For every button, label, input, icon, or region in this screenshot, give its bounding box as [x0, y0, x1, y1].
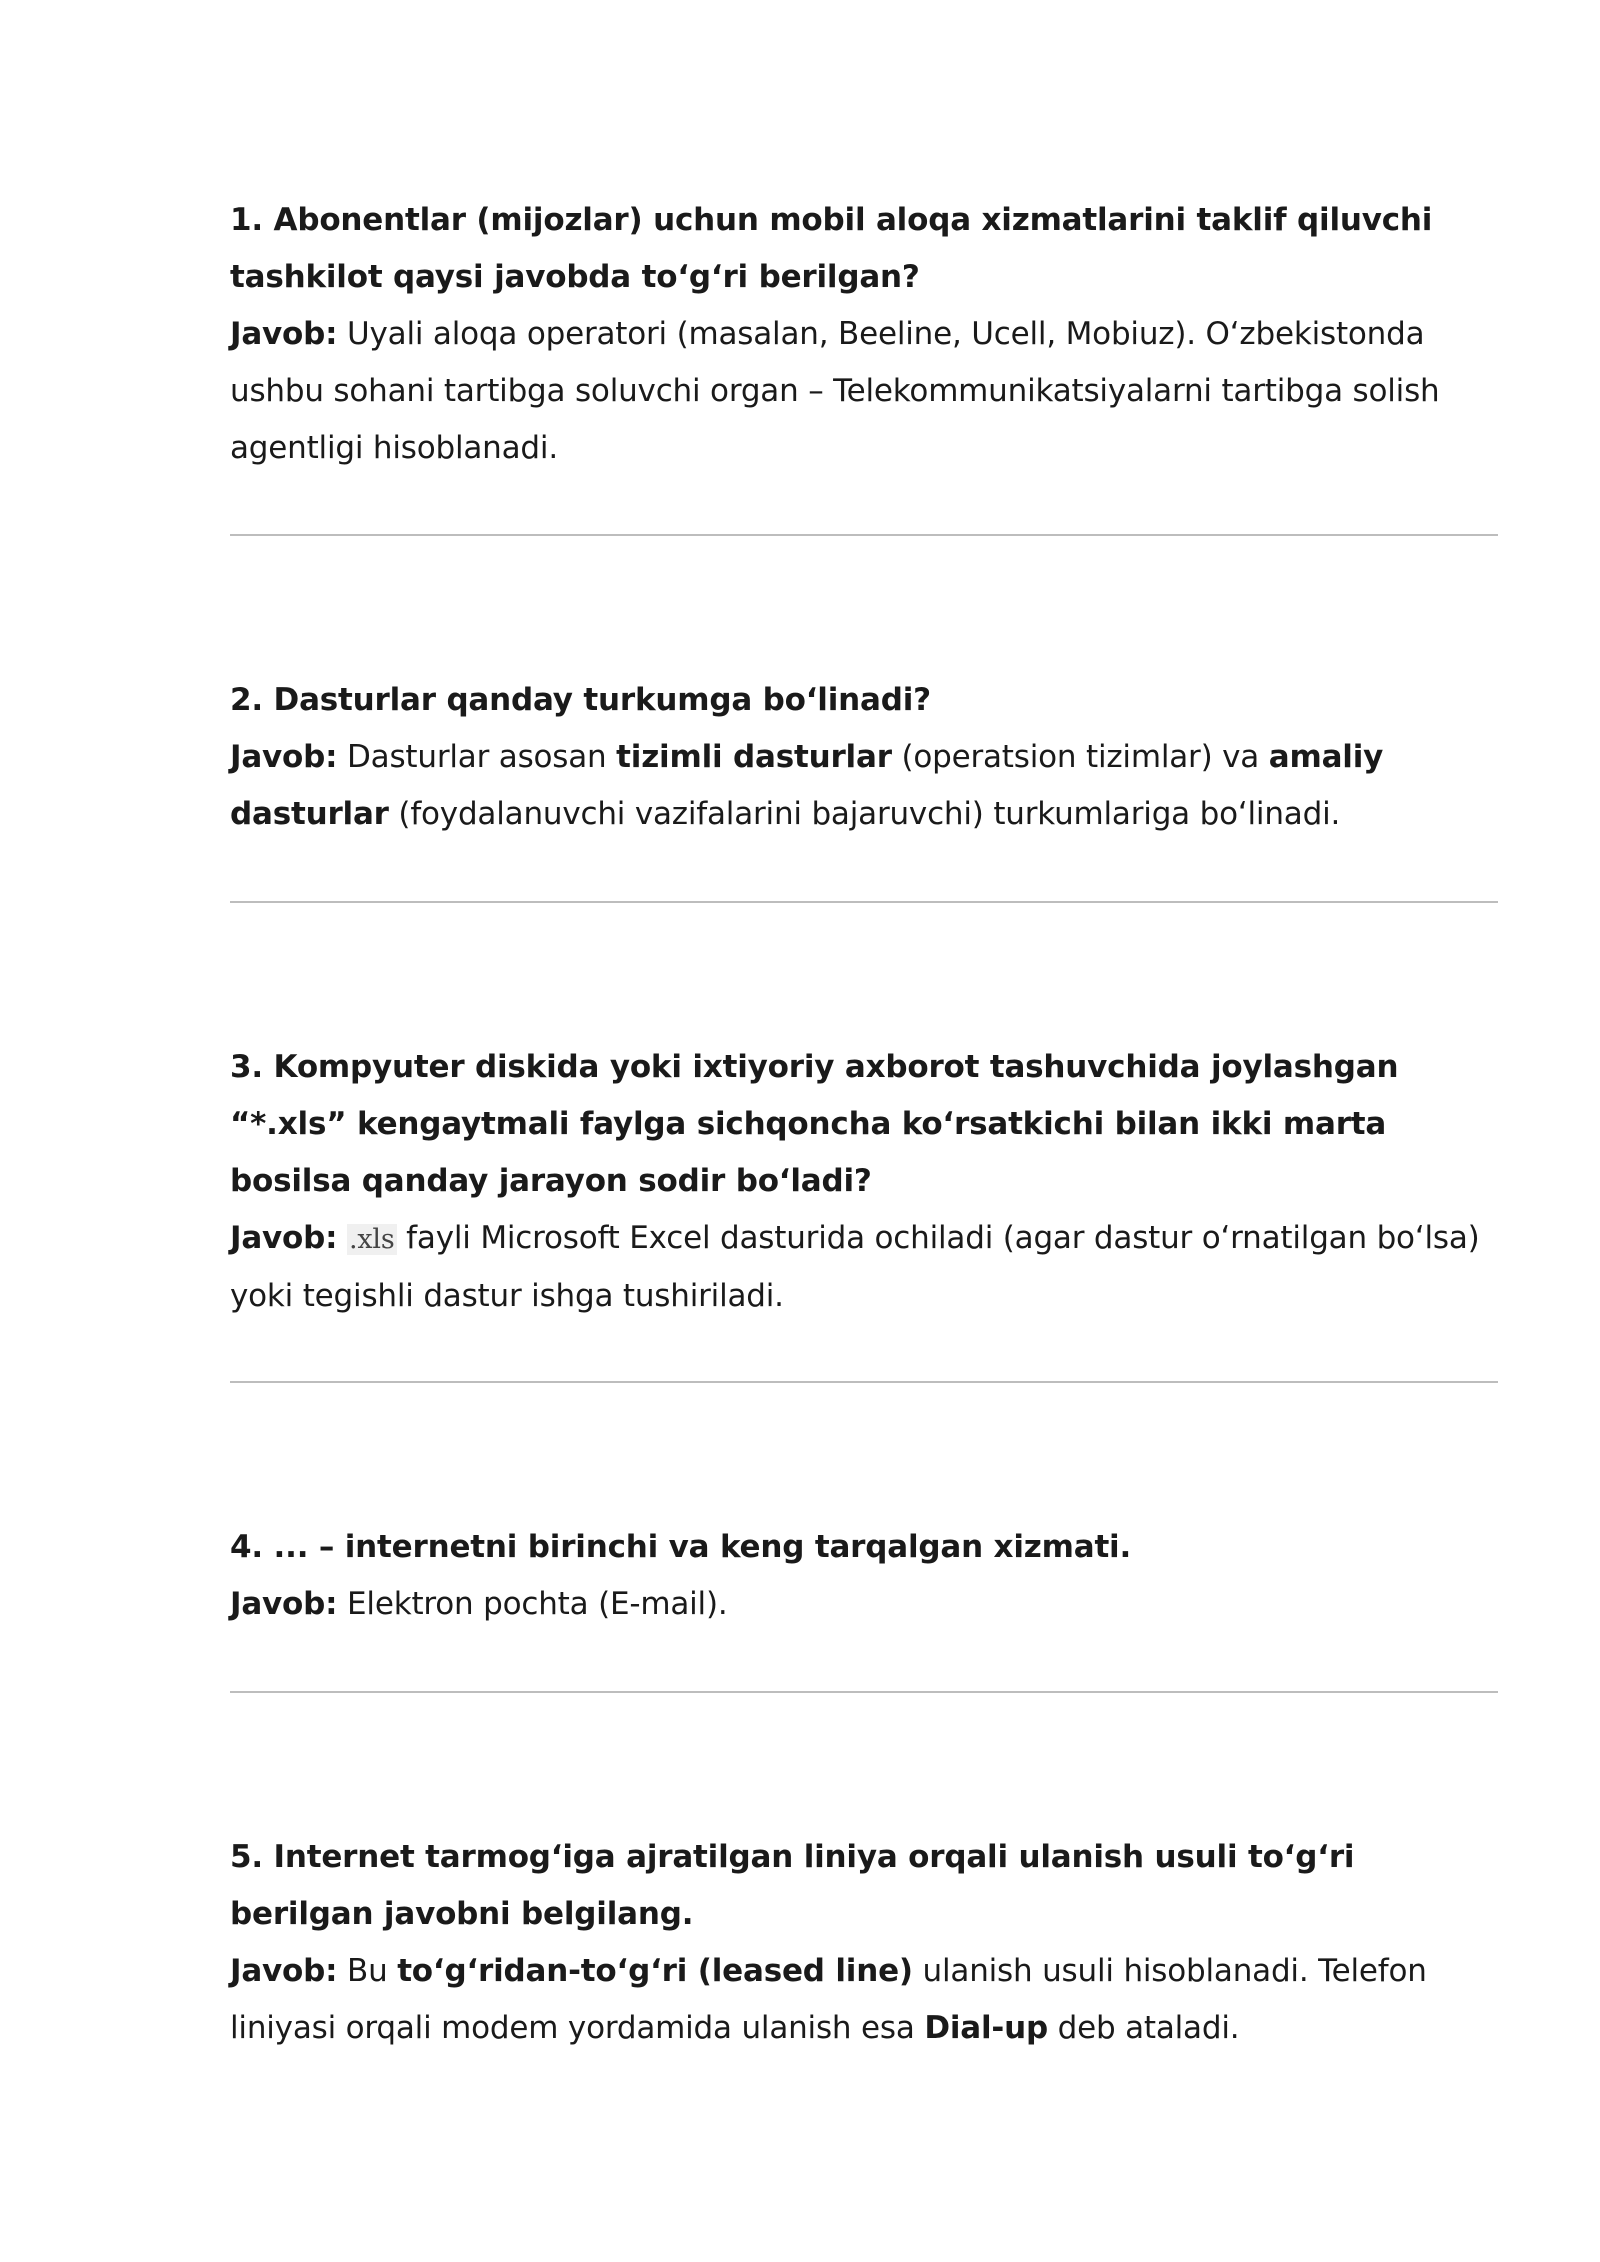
answer-label: Javob:: [230, 1953, 338, 1989]
answer-label: Javob:: [230, 1586, 338, 1622]
qa-item-1: [230, 192, 1498, 477]
qa-item-4: [230, 1519, 1498, 1633]
answer-label: Javob:: [230, 1220, 338, 1256]
answer-text: Elektron pochta (E-mail).: [347, 1586, 728, 1622]
qa-item-2: [230, 672, 1498, 843]
answer-4: [230, 1576, 1498, 1633]
divider: [230, 1691, 1498, 1693]
question-5: 5. Internet tarmog‘iga ajratilgan liniya orqali ulanish usuli to‘g‘ri berilgan javobni belgilang.: [230, 1839, 1355, 1932]
answer-text: (operatsion tizimlar) va: [891, 739, 1269, 775]
answer-emphasis: to‘g‘ridan-to‘g‘ri (leased line): [397, 1953, 913, 1989]
answer-label: Javob:: [230, 316, 338, 352]
divider: [230, 1381, 1498, 1383]
question-4: 4. ... – internetni birinchi va keng tarqalgan xizmati.: [230, 1529, 1132, 1565]
answer-text: Dasturlar asosan: [347, 739, 617, 775]
answer-emphasis: Dial-up: [924, 2010, 1048, 2046]
answer-1: [230, 306, 1498, 477]
qa-item-5: [230, 1829, 1498, 2057]
answer-emphasis: amaliy dasturlar: [230, 739, 1384, 832]
file-extension-code: .xls: [349, 1224, 395, 1255]
question-2: 2. Dasturlar qanday turkumga bo‘linadi?: [230, 682, 931, 718]
question-1: 1. Abonentlar (mijozlar) uchun mobil aloqa xizmatlarini taklif qiluvchi tashkilot qaysi javobda to‘g‘ri berilgan?: [230, 202, 1433, 295]
answer-text: deb ataladi.: [1047, 2010, 1240, 2046]
answer-3: [230, 1210, 1498, 1325]
answer-5: [230, 1943, 1498, 2057]
divider: [230, 534, 1498, 536]
answer-text: Uyali aloqa operatori (masalan, Beeline, Ucell, Mobiuz). O‘zbekistonda ushbu sohani tartibga soluvchi organ – Telekommunikatsiyalarni tartibga solish agentligi hisoblanadi.: [230, 316, 1440, 466]
answer-text: ulanish usuli hisoblanadi. Telefon liniyasi orqali modem yordamida ulanish esa: [230, 1953, 1427, 2046]
answer-2: [230, 729, 1498, 843]
answer-text: fayli Microsoft Excel dasturida ochiladi (agar dastur o‘rnatilgan bo‘lsa) yoki tegishli dastur ishga tushiriladi.: [230, 1220, 1480, 1314]
question-3: 3. Kompyuter diskida yoki ixtiyoriy axborot tashuvchida joylashgan “*.xls” kengaytmali faylga sichqoncha ko‘rsatkichi bilan ikki marta bosilsa qanday jarayon sodir bo‘ladi?: [230, 1049, 1399, 1199]
divider: [230, 901, 1498, 903]
qa-item-3: [230, 1039, 1498, 1325]
answer-label: Javob:: [230, 739, 338, 775]
answer-text: (foydalanuvchi vazifalarini bajaruvchi) turkumlariga bo‘linadi.: [388, 796, 1341, 832]
answer-emphasis: tizimli dasturlar: [616, 739, 892, 775]
answer-text: Bu: [347, 1953, 398, 1989]
